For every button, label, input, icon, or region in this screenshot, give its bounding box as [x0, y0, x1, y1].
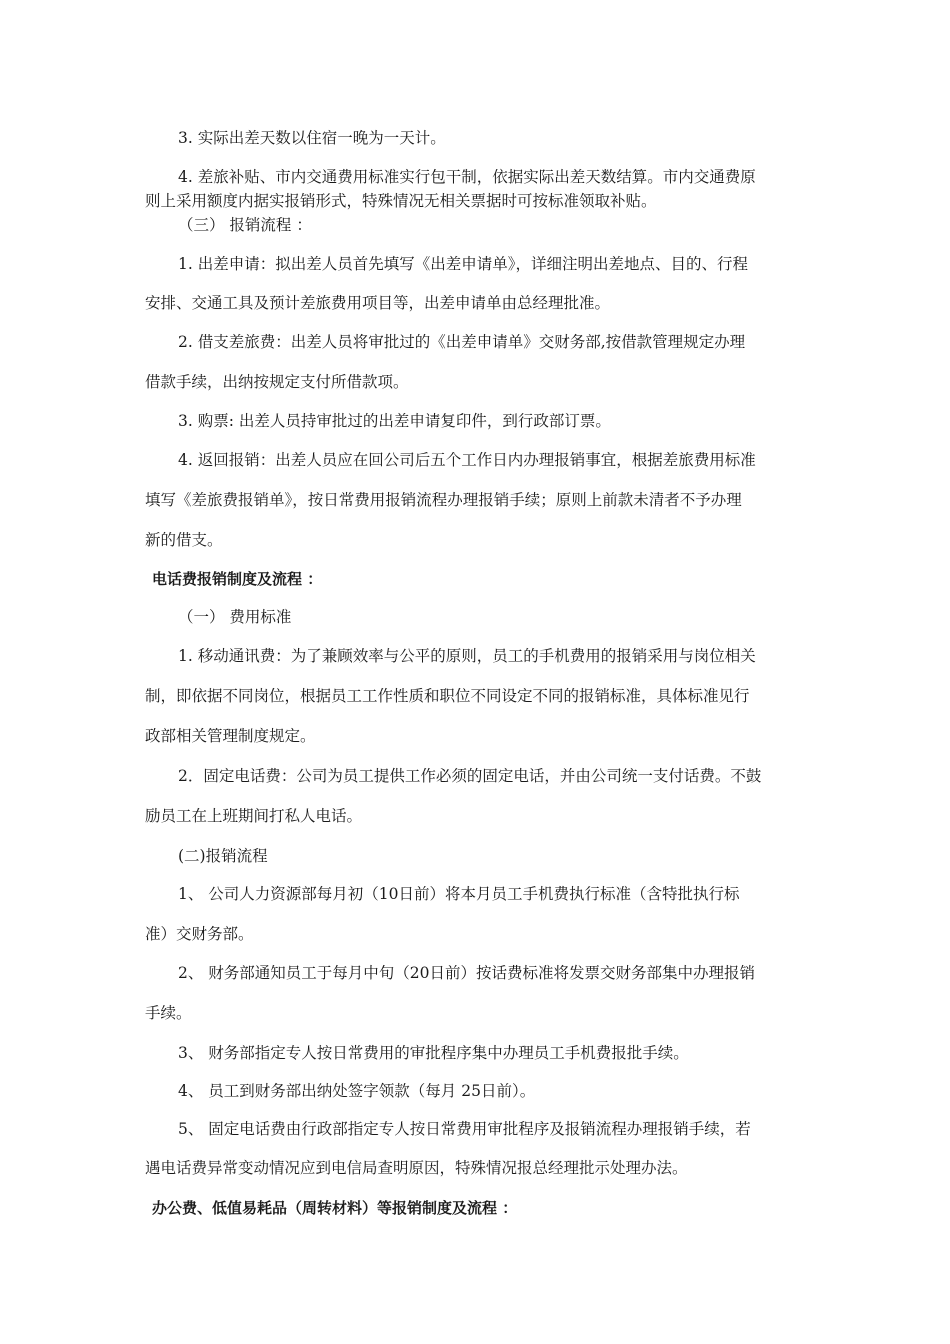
paragraph-line: 制，即依据不同岗位，根据员工工作性质和职位不同设定不同的报销标准，具体标准见行 [145, 687, 750, 705]
section-heading: （一） 费用标准 [178, 608, 292, 626]
paragraph-line: 2．固定电话费：公司为员工提供工作必须的固定电话，并由公司统一支付话费。不鼓 [178, 767, 762, 785]
paragraph-line: 4、 员工到财务部出纳处签字领款（每月 25日前）。 [178, 1082, 536, 1100]
paragraph-line: 励员工在上班期间打私人电话。 [145, 807, 363, 825]
paragraph-line: 填写《差旅费报销单》，按日常费用报销流程办理报销手续；原则上前款未清者不予办理 [145, 491, 742, 509]
section-heading: （三） 报销流程 ： [178, 216, 312, 234]
paragraph-line: 政部相关管理制度规定。 [145, 727, 316, 745]
paragraph-line: 5、 固定电话费由行政部指定专人按日常费用审批程序及报销流程办理报销手续，若 [178, 1120, 751, 1138]
paragraph-line: 2. 借支差旅费：出差人员将审批过的《出差申请单》交财务部,按借款管理规定办理 [178, 333, 746, 351]
paragraph-line: 1、 公司人力资源部每月初（10日前）将本月员工手机费执行标准（含特批执行标 [178, 885, 740, 903]
paragraph-line: 3. 实际出差天数以住宿一晚为一天计。 [178, 129, 446, 147]
paragraph-line: 1. 出差申请：拟出差人员首先填写《出差申请单》，详细注明出差地点、目的、行程 [178, 255, 748, 273]
paragraph-line: 安排、交通工具及预计差旅费用项目等，出差申请单由总经理批准。 [145, 294, 611, 312]
paragraph-line: 新的借支。 [145, 531, 223, 549]
paragraph-line: 手续。 [145, 1004, 192, 1022]
paragraph-line: 遇电话费异常变动情况应到电信局查明原因，特殊情况报总经理批示处理办法。 [145, 1159, 688, 1177]
chapter-heading: 办公费、低值易耗品（周转材料）等报销制度及流程 ： [152, 1199, 518, 1217]
paragraph-line: 4. 返回报销：出差人员应在回公司后五个工作日内办理报销事宜，根据差旅费用标准 [178, 451, 756, 469]
paragraph-line: 1. 移动通讯费：为了兼顾效率与公平的原则，员工的手机费用的报销采用与岗位相关 [178, 647, 756, 665]
paragraph-line: 4. 差旅补贴、市内交通费用标准实行包干制，依据实际出差天数结算。市内交通费原 [178, 168, 756, 186]
paragraph-line: 借款手续，出纳按规定支付所借款项。 [145, 373, 409, 391]
paragraph-line: 3. 购票: 出差人员持审批过的出差申请复印件，到行政部订票。 [178, 412, 611, 430]
paragraph-line: 准）交财务部。 [145, 925, 254, 943]
chapter-heading: 电话费报销制度及流程 ： [152, 570, 323, 588]
paragraph-line: 2、 财务部通知员工于每月中旬（20日前）按话费标准将发票交财务部集中办理报销 [178, 964, 756, 982]
paragraph-line: 3、 财务部指定专人按日常费用的审批程序集中办理员工手机费报批手续。 [178, 1044, 689, 1062]
section-heading: (二)报销流程 [178, 847, 268, 865]
paragraph-line: 则上采用额度内据实报销形式，特殊情况无相关票据时可按标准领取补贴。 [145, 192, 657, 210]
